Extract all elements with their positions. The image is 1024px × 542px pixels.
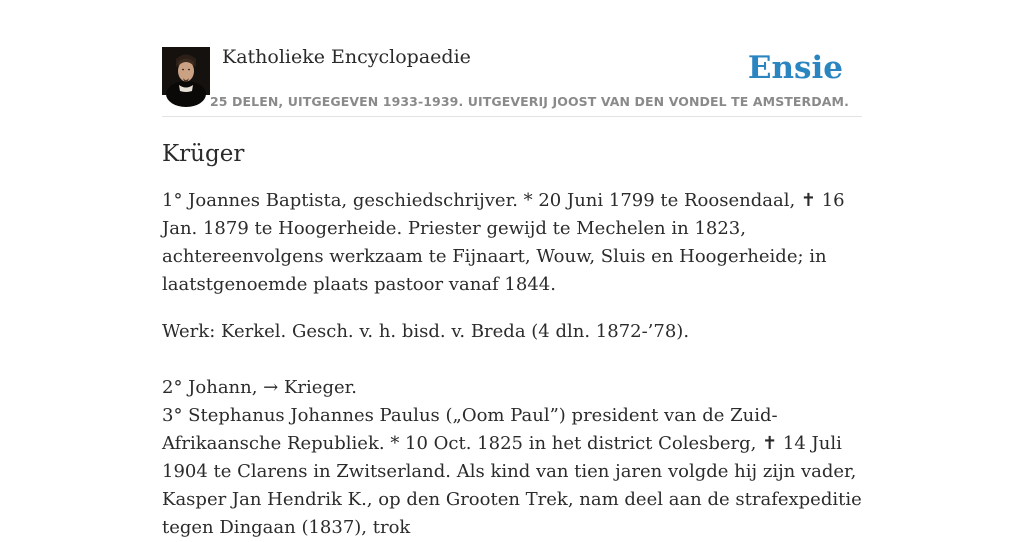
article-paragraph: 1° Joannes Baptista, geschiedschrijver. * 20 Juni 1799 te Roosendaal, ✝ 16 Jan. 1879 te Hoogerheide. Priester gewijd te Mechelen in 1823, achtereenvolgens werkzaam te Fijnaart, Wouw, Sluis en Hoogerheide; in laatstgenoemde plaats pastoor vanaf 1844. <box>162 190 845 295</box>
article-paragraph: 3° Stephanus Johannes Paulus („Oom Paul”) president van de Zuid-Afrikaansche Republiek. * 10 Oct. 1825 in het district Colesberg, ✝ 14 Juli 1904 te Clarens in Zwitserland. Als kind van tien jaren volgde hij zijn vader, Kasper Jan Hendrik K., op den Grooten Trek, nam deel aan de strafexpeditie tegen Dingaan (1837), trok <box>162 405 862 538</box>
article-title: Krüger <box>162 141 245 167</box>
site-title[interactable]: Katholieke Encyclopaedie <box>222 46 471 68</box>
portrait-icon <box>162 47 210 95</box>
publication-subtitle: 25 DELEN, UITGEGEVEN 1933-1939. UITGEVERIJ JOOST VAN DEN VONDEL TE AMSTERDAM. <box>210 94 849 109</box>
article-paragraph: 2° Johann, → Krieger. <box>162 377 357 398</box>
site-header <box>162 44 862 117</box>
article-content <box>162 138 862 542</box>
brand-logo[interactable]: Ensie <box>747 50 843 86</box>
publication-avatar[interactable] <box>162 47 210 95</box>
article-paragraph: Werk: Kerkel. Gesch. v. h. bisd. v. Breda (4 dln. 1872-’78). <box>162 321 690 342</box>
